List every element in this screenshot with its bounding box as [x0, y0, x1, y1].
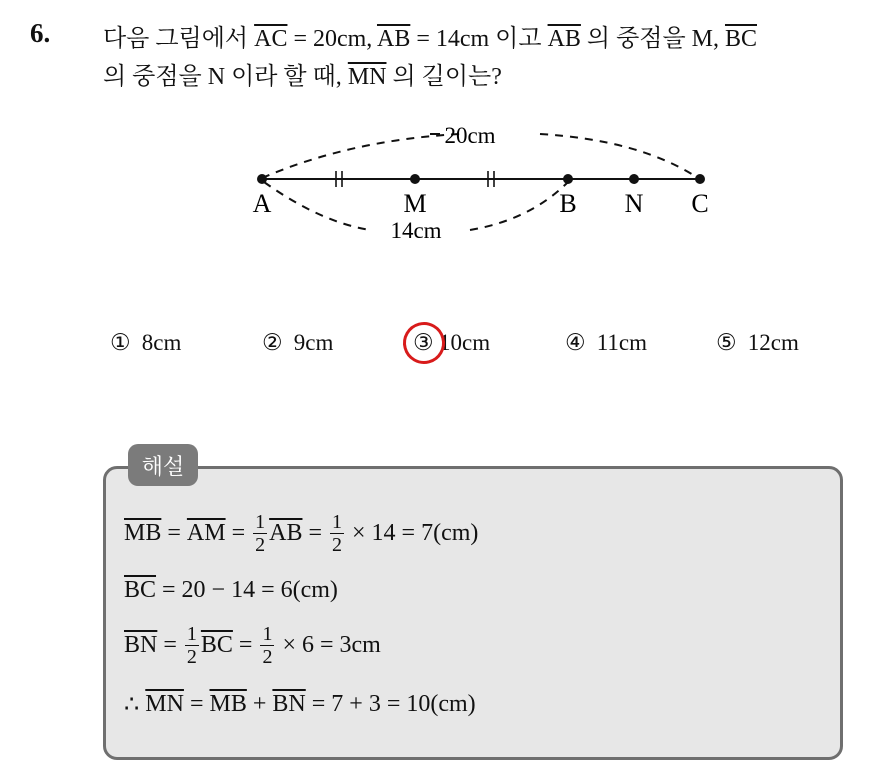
choice-text: 8cm	[141, 330, 182, 355]
denominator: 2	[262, 646, 273, 668]
segment-bn: $\overline{BN}$	[272, 691, 306, 717]
op: =	[225, 520, 252, 546]
segment-mb: $\overline{MB}$	[124, 520, 162, 546]
expression-rest: = 7 + 3 = 10(cm)	[305, 691, 476, 717]
solution-line-1	[124, 512, 478, 555]
point-label-c: C	[691, 189, 709, 218]
choice-mark: ④	[565, 330, 586, 355]
text: 의 중점을 N 이라 할 때,	[103, 64, 348, 90]
denominator: 2	[186, 646, 197, 668]
solution-line-3	[124, 624, 381, 667]
choice-text: 10cm	[439, 330, 491, 355]
choice-text: 11cm	[596, 330, 647, 355]
choice-mark: ②	[262, 330, 283, 355]
numerator: 1	[262, 623, 273, 645]
solution-tab: 해설	[128, 444, 198, 486]
top-label: 20cm	[444, 123, 496, 148]
segment-bc: $\overline{BC}$	[124, 577, 157, 603]
segment-ac: $\overline{AC}$	[254, 26, 288, 52]
segment-ab: $\overline{AB}$	[269, 520, 303, 546]
segment-diagram	[0, 110, 884, 260]
segment-bc: $\overline{BC}$	[200, 632, 233, 658]
point-label-b: B	[559, 189, 577, 218]
op: +	[246, 691, 273, 717]
point-label-n: N	[624, 189, 644, 218]
op: =	[161, 520, 187, 546]
question-text-line1	[103, 18, 757, 53]
op: =	[232, 632, 259, 658]
point-label-a: A	[252, 189, 272, 218]
text: 다음 그림에서	[103, 26, 255, 52]
solution-line-4	[124, 690, 476, 719]
text: 의 중점을 M,	[580, 26, 725, 52]
segment-ab: $\overline{AB}$	[376, 26, 411, 52]
choice-5[interactable]	[716, 330, 799, 356]
segment-ab: $\overline{AB}$	[547, 26, 581, 52]
denominator: 2	[332, 534, 343, 556]
solution-line-2	[124, 577, 338, 604]
choice-mark: ③	[413, 330, 434, 355]
text: 의 길이는?	[386, 64, 502, 90]
bottom-label: 14cm	[390, 218, 442, 243]
op: =	[183, 691, 210, 717]
segment-am: $\overline{AM}$	[186, 520, 226, 546]
numerator: 1	[332, 511, 343, 533]
text: = 14cm 이고	[410, 26, 548, 52]
choice-4[interactable]	[565, 330, 647, 356]
question-text-line2	[103, 56, 502, 91]
segment-mn: $\overline{MN}$	[347, 64, 387, 90]
expression-rest: × 6 = 3cm	[276, 632, 381, 658]
choice-text: 9cm	[293, 330, 334, 355]
op: =	[302, 520, 329, 546]
fraction	[185, 624, 199, 667]
point-label-m: M	[403, 189, 427, 218]
denominator: 2	[255, 534, 266, 556]
choice-1[interactable]	[110, 330, 181, 356]
numerator: 1	[186, 623, 197, 645]
fraction	[330, 512, 344, 555]
choice-text: 12cm	[747, 330, 799, 355]
choice-mark: ①	[110, 330, 131, 355]
choice-mark: ⑤	[716, 330, 737, 355]
segment-mb: $\overline{MB}$	[209, 691, 247, 717]
choice-2[interactable]	[262, 330, 333, 356]
fraction	[253, 512, 267, 555]
numerator: 1	[255, 511, 266, 533]
segment-bc: $\overline{BC}$	[724, 26, 757, 52]
segment-mn: $\overline{MN}$	[145, 691, 184, 717]
therefore-symbol: ∴	[124, 692, 146, 718]
segment-bn: $\overline{BN}$	[124, 632, 158, 658]
expression-rest: = 20 − 14 = 6(cm)	[156, 577, 338, 603]
fraction	[260, 624, 274, 667]
op: =	[157, 632, 183, 658]
text: = 20cm,	[287, 26, 377, 52]
question-number: 6.	[30, 18, 51, 48]
expression-rest: × 14 = 7(cm)	[346, 520, 479, 546]
